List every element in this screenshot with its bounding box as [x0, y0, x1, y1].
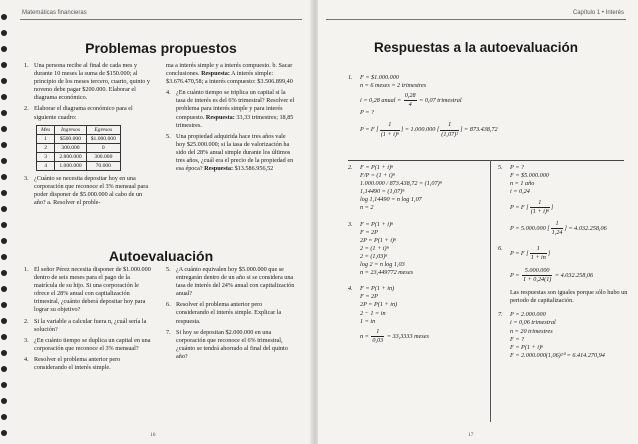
section-title-problems: Problemas propuestos: [85, 40, 237, 56]
autoeval-question-1: 1. El señor Pérez necesita disponer de $1.000.000 dentro de seis meses para el pago de la matrícula de su hijo. Si una corporación le ofrece el 28% anual con capitalización trimestral, ¿cuánto deberá depositar hoy para lograr su objetivo?: [24, 266, 151, 314]
problem-2: 2. Elaborar el diagrama económico para el siguiente cuadro:: [24, 105, 133, 121]
page-number-left: 16: [150, 432, 156, 438]
answer-3: 3. F = P(1 + i)ⁿ F = 2P 2P = P(1 + i)ⁿ 2 = (1 + i)ⁿ 2 = (1,03)ⁿ log 2 = n log 1,03 n = 23,449772 meses: [348, 220, 413, 277]
answer-6: 6. P = F [ $\frac{1}{1 + in}$ ] P = $\frac{5.000.000}{1 + 0,24(1)}$ = 4.032.258,06 Las respuestas son iguales porque sólo hubo un periodo de capitalización.: [498, 244, 628, 305]
section-title-respuestas: Respuestas a la autoevaluación: [373, 40, 579, 55]
header-rule: [20, 19, 302, 20]
problems-column-1: [24, 62, 152, 211]
autoeval-column-1: [24, 266, 152, 375]
problems-column-2: [166, 62, 296, 176]
answer-7: 7. P = 2.000.000 i = 0,06 trimestral n = 20 trimestres F = ? F = P(1 + i)ⁿ F = 2.000.000(1,06)²⁰ = 6.414.270,94: [498, 311, 605, 359]
section-title-autoevaluacion: Autoevaluación: [108, 248, 214, 264]
answer-2: 2. F = P(1 + i)ⁿ F/P = (1 + i)ⁿ 1.000.000 / 873.438,72 = (1,07)ⁿ 1,14490 = (1,07)ⁿ log 1,14490 = n log 1,07 n = 2: [348, 164, 442, 212]
running-head-right: Capítulo 1 • Interés: [572, 10, 624, 16]
running-head-left: Matemáticas financieras: [22, 10, 87, 16]
answers-divider: [348, 160, 624, 161]
header-rule: [326, 19, 626, 20]
answer-5: 5. P = ? F = $5.000.000 n = 1 año i = 0,24 P = F [ $\frac{1}{\text{(1 + i)ⁿ}}$ ] P = 5.000.000 [ $\frac{1}{1,24}$ ] = 4.032.258,06: [498, 164, 607, 236]
answers-column-right: [498, 164, 630, 363]
autoeval-question-6: 6. Resolver el problema anterior pero considerando el interés simple. Explicar la respuesta.: [166, 301, 282, 325]
right-page: [318, 0, 638, 444]
autoeval-question-7: 7. Si hoy se depositan $2.000.000 en una corporación que reconoce el 6% trimestral, ¿cuánto se tendrá ahorrado al final del quinto año?: [166, 328, 288, 360]
table-row: 1 $500.000 $1.000.000: [37, 134, 121, 143]
answers-column-divider: [490, 160, 491, 422]
answers-column-left: [348, 164, 486, 348]
answer-4: 4. F = P(1 + in) F = 2P 2P = P(1 + in) 2 − 1 = in 1 = in n = $\frac{1}{0,03}$ = 33,3333 meses: [348, 285, 429, 344]
table-row: 2 300.000 0: [37, 143, 121, 152]
table-row: 3 2.800.000 300.000: [37, 152, 121, 161]
left-page: [0, 0, 312, 444]
autoeval-question-5: 5. ¿A cuánto equivalen hoy $5.000.000 que se entregarán dentro de un año si se considera una tasa de interés del 24% anual con capitalización anual?: [166, 266, 295, 298]
problem-4: 4. ¿En cuánto tiempo se triplica un capital si la tasa de interés es del 6% trimestral? Resolver el problema para interés simple y para interés compuesto. Respuesta: 33,33 trimestres; 18,85 trimestres.: [166, 89, 295, 129]
binding-rings: [0, 0, 8, 444]
autoeval-question-4: 4. Resolver el problema anterior pero considerando el interés simple.: [24, 355, 121, 372]
cashflow-table: Mes Ingresos Egresos 1 $500.000 $1.000.000 2 300.000 0 3 2.800.000 300.000 4 1.000.000 70.000: [36, 125, 121, 171]
autoeval-column-2: [166, 266, 296, 364]
table-row: 4 1.000.000 70.000: [37, 162, 121, 171]
problem-5: 5. Una propiedad adquirida hace tres años vale hoy $25.000.000; si la tasa de valorización ha sido del 28% anual simple durante los últimos tres años, ¿cuál era el precio de la propiedad en esa época? Respuesta: $13.586.956,52: [166, 132, 294, 173]
answer-1: 1. F = $1.000.000 n = 6 meses = 2 trimestres i = 0,28 anual = $\frac{0,28}{4}$ = 0,07 trimestral P = ? P = F [ $\frac{1}{\text{(1 + i)ⁿ}}$ ] = 1.000.000 [ $\frac{1}{\text{(1,07)²}}$ ] = 873.438,72: [348, 74, 498, 138]
problem-3: 3. ¿Cuánto se necesita depositar hoy en una corporación que reconoce el 3% mensual para poder disponer de $5.000.000 al cabo de un año? a. Resolver el proble-: [24, 175, 149, 207]
problem-1: 1. Una persona recibe al final de cada mes y durante 10 meses la suma de $150.000; al principio de los meses tercero, cuarto, quinto y noveno debe pagar $200.000. Elaborar el diagrama económico.: [24, 62, 150, 102]
problem-3-continued: ma a interés simple y a interés compuesto. b. Sacar conclusiones. Respuesta: A interés simple: $3.676.470,58; a interés compuesto: $3.506.899,40: [166, 62, 293, 86]
page-number-right: 17: [468, 432, 474, 438]
autoeval-question-2: 2. Si la variable a calcular fuera n, ¿cuál sería la solución?: [24, 317, 147, 333]
autoeval-question-3: 3. ¿En cuánto tiempo se duplica un capital en una corporación que reconoce el 3% mensual?: [24, 336, 151, 352]
